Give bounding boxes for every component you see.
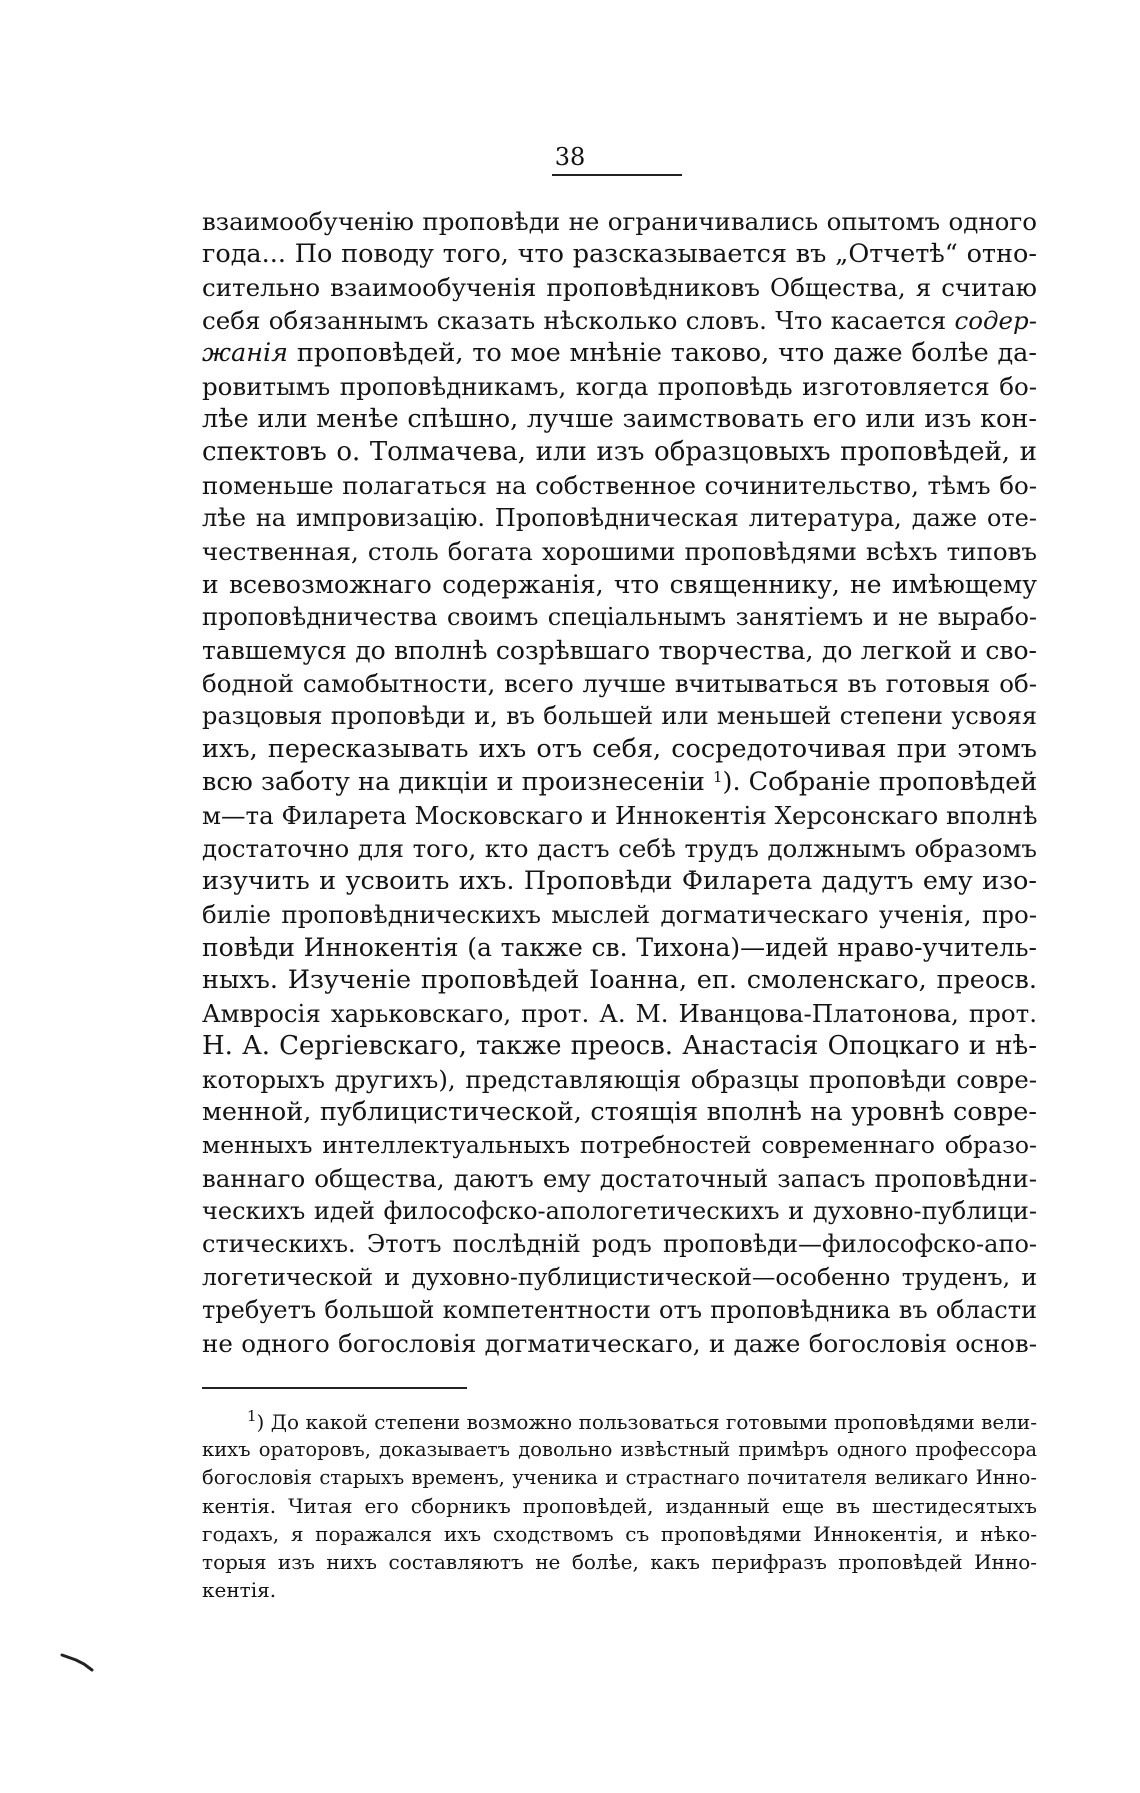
scan-mark-icon xyxy=(60,1652,100,1672)
page-number-rule xyxy=(552,174,682,176)
italic-word: жанія xyxy=(202,338,289,368)
text-segment: ) До какой степени возможно пользоваться готовыми проповѣдями вели- xyxy=(256,1410,1037,1434)
text-line: и всевозможнаго содержанія, что священнику, не имѣющему xyxy=(202,570,1037,599)
text-line: ческихъ идей философско-апологетическихъ и духовно-публици- xyxy=(202,1197,1037,1225)
text-line: которыхъ другихъ), представляющія образцы проповѣди совре- xyxy=(202,1065,1037,1094)
footnote-line: богословія старыхъ временъ, ученика и страстнаго почитателя великаго Инно- xyxy=(202,1466,1037,1489)
text-line: проповѣдничества своимъ спеціальнымъ занятіемъ и не вырабо- xyxy=(202,603,1037,631)
footnote-line: торыя изъ нихъ составляютъ не болѣе, какъ перифразъ проповѣдей Инно- xyxy=(202,1550,1037,1574)
text-line: менной, публицистической, стоящія вполнѣ на уровнѣ совре- xyxy=(202,1097,1037,1127)
text-line: ваннаго общества, даютъ ему достаточный запасъ проповѣдни- xyxy=(202,1164,1037,1193)
text-line: разцовыя проповѣди и, въ большей или меньшей степени усвояя xyxy=(202,702,1037,730)
text-line: логетической и духовно-публицистической—особенно труденъ, и xyxy=(202,1263,1037,1291)
italic-word: содер- xyxy=(954,306,1037,335)
text-line: лѣе на импровизацію. Проповѣдническая литература, даже оте- xyxy=(202,504,1037,532)
text-line: м—та Филарета Московскаго и Иннокентія Херсонскаго вполнѣ xyxy=(202,801,1038,830)
text-line xyxy=(202,304,1037,337)
text-line: ныхъ. Изученіе проповѣдей Іоанна, еп. смоленскаго, преосв. xyxy=(202,965,1037,995)
text-line: тавшемуся до вполнѣ созрѣвшаго творчества, до легкой и сво- xyxy=(202,636,1037,665)
main-text xyxy=(202,205,1037,1360)
text-segment: проповѣдей, то мое мнѣніе таково, что даже болѣе да- xyxy=(296,338,1038,368)
footnote-line: годахъ, я поражался ихъ сходствомъ съ проповѣдями Иннокентія, и нѣко- xyxy=(202,1522,1037,1546)
text-line: Н. А. Сергіевскаго, также преосв. Анастасія Опоцкаго и нѣ- xyxy=(202,1031,1037,1061)
footnote-line: кентія. xyxy=(202,1578,277,1602)
text-segment: себя обязаннымъ сказать нѣсколько словъ. Что касается xyxy=(202,306,955,335)
text-line: требуетъ большой компетентности отъ проповѣдника въ области xyxy=(202,1296,1037,1324)
text-line: ихъ, пересказывать ихъ отъ себя, сосредоточивая при этомъ xyxy=(202,734,1037,764)
footnote-rule xyxy=(202,1387,467,1389)
text-line: спектовъ о. Толмачева, или изъ образцовыхъ проповѣдей, и xyxy=(202,437,1037,467)
text-line: чественная, столь богата хорошими проповѣдями всѣхъ типовъ xyxy=(202,537,1037,566)
text-line: изучить и усвоить ихъ. Проповѣди Филарета дадутъ ему изо- xyxy=(202,866,1037,896)
text-segment: ). Собраніе проповѣдей xyxy=(722,767,1038,797)
text-line: лѣе или менѣе спѣшно, лучше заимствовать его или изъ кон- xyxy=(202,404,1037,434)
text-line: сительно взаимообученія проповѣдниковъ Общества, я считаю xyxy=(202,273,1037,302)
text-line: не одного богословія догматическаго, и даже богословія основ- xyxy=(202,1329,1037,1358)
text-line: Амвросія харьковскаго, прот. А. М. Иванцова-Платонова, прот. xyxy=(202,999,1037,1028)
text-line: поменьше полагаться на собственное сочинительство, тѣмъ бо- xyxy=(202,471,1037,500)
text-line: ровитымъ проповѣдникамъ, когда проповѣдь изготовляется бо- xyxy=(202,372,1037,401)
footnote-line xyxy=(202,1408,1037,1436)
text-line xyxy=(202,337,1037,370)
text-line: года... По поводу того, что разсказывается въ „Отчетѣ“ отно- xyxy=(202,239,1037,269)
footnote xyxy=(202,1408,1037,1604)
footnote-marker: 1 xyxy=(247,1407,257,1425)
footnote-line: кихъ ораторовъ, доказываетъ довольно извѣстный примѣръ одного профессора xyxy=(202,1438,1037,1461)
text-line: стическихъ. Этотъ послѣдній родъ проповѣди—философско-апо- xyxy=(202,1230,1037,1258)
text-line: менныхъ интеллектуальныхъ потребностей современнаго образо- xyxy=(202,1131,1037,1159)
footnote-reference: 1 xyxy=(712,768,723,786)
text-line: биліе проповѣдническихъ мыслей догматическаго ученія, про- xyxy=(202,900,1037,929)
text-line: повѣди Иннокентія (а также св. Тихона)—идей нраво-учитель- xyxy=(202,933,1037,962)
text-segment: всю заботу на дикціи и произнесеніи xyxy=(202,767,713,797)
text-line xyxy=(202,766,1037,799)
text-line: бодной самобытности, всего лучше вчитываться въ готовыя об- xyxy=(202,669,1037,698)
text-line: достаточно для того, кто дастъ себѣ трудъ должнымъ образомъ xyxy=(202,834,1037,863)
text-line: взаимообученію проповѣди не ограничивались опытомъ одного xyxy=(202,207,1037,236)
page-number: 38 xyxy=(554,143,586,171)
footnote-line: кентія. Читая его сборникъ проповѣдей, изданный еще въ шестидесятыхъ xyxy=(202,1494,1037,1518)
